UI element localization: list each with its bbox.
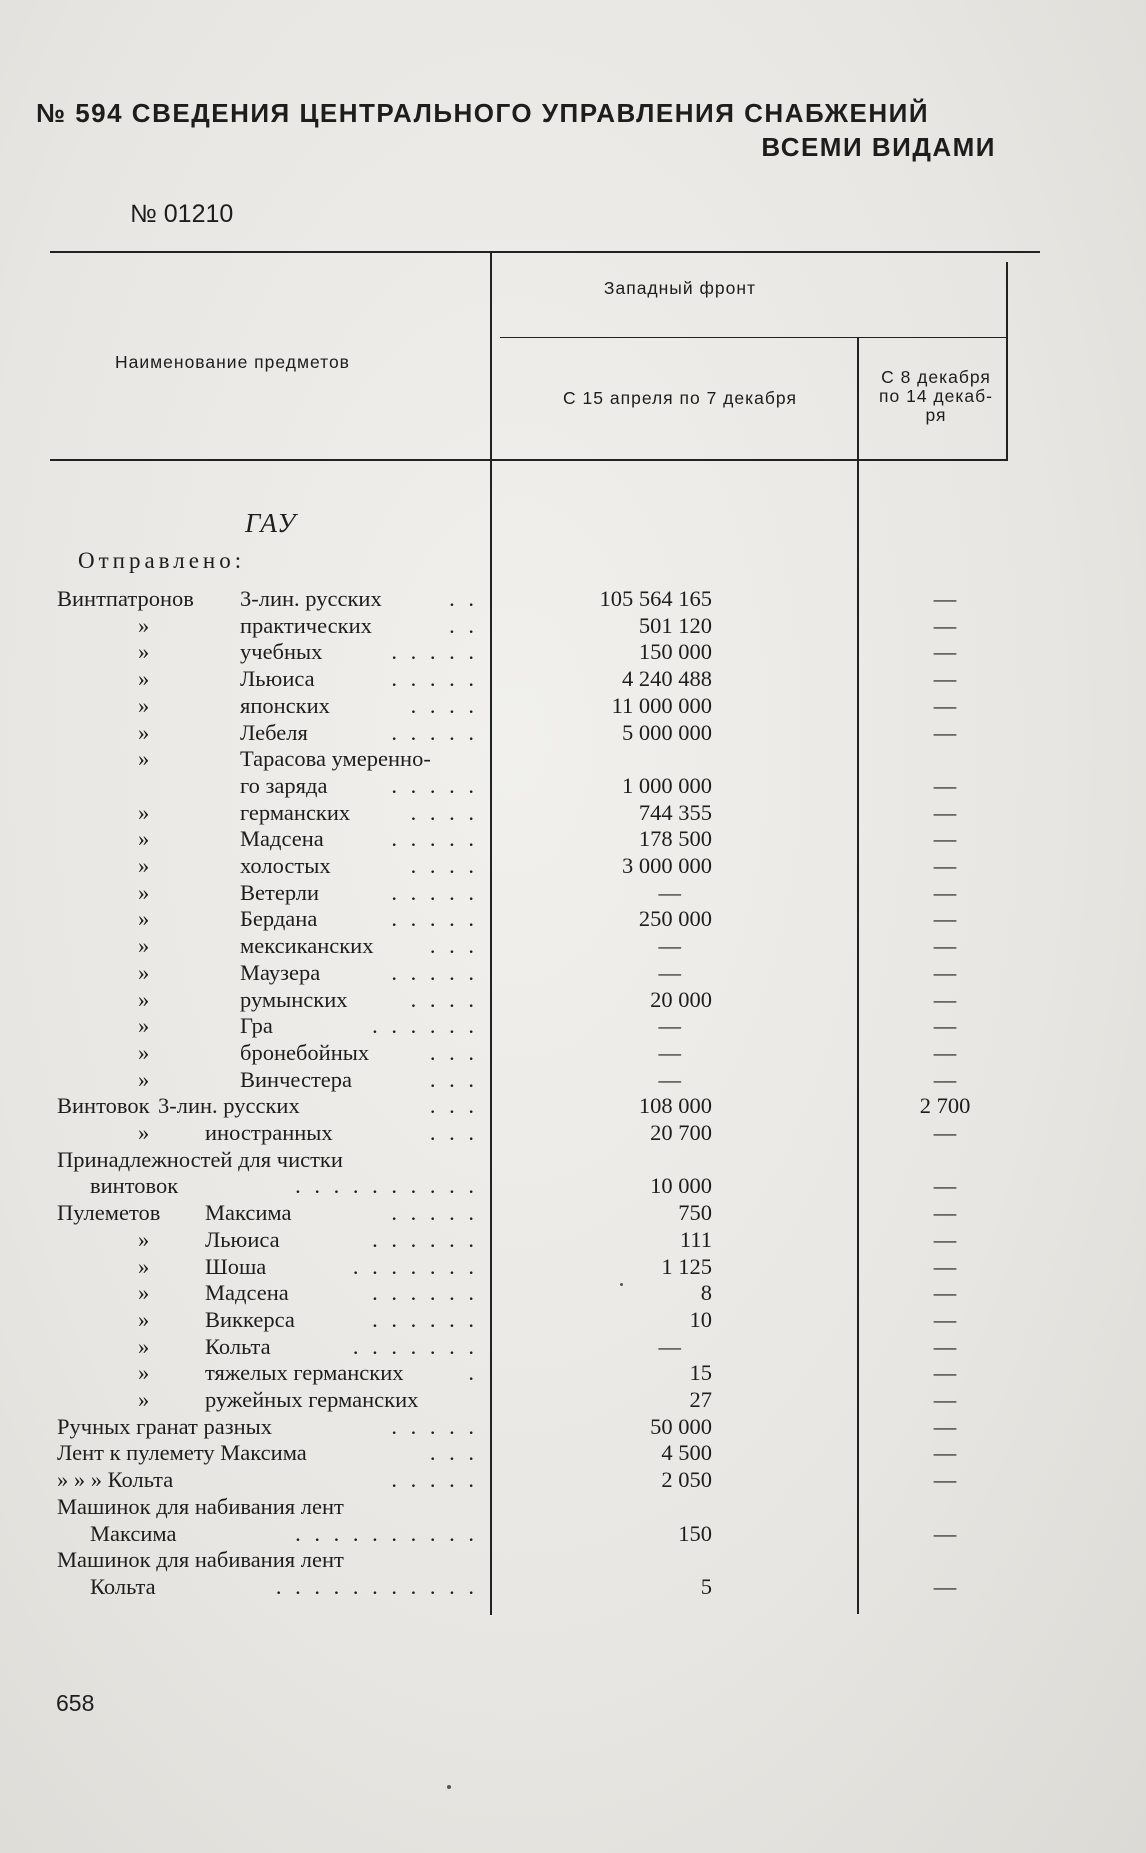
- row-prefix: Лент к пулемету Максима: [57, 1440, 307, 1466]
- row-leader-dots: . .: [449, 612, 478, 638]
- row-leader-dots: . . . . .: [391, 1413, 478, 1439]
- row-prefix: Винтовок: [57, 1093, 150, 1119]
- row-value-period2: —: [933, 639, 957, 665]
- row-leader-dots: . . . . .: [391, 772, 478, 798]
- subsection-heading: Отправлено:: [78, 548, 246, 573]
- row-leader-dots: . . . . .: [391, 719, 478, 745]
- row-value-period1: 5 000 000: [622, 719, 712, 745]
- row-value-period1: 250 000: [638, 906, 712, 932]
- column-header-period2-line2: по 14 декаб-: [879, 386, 993, 406]
- row-value-period2: —: [933, 1333, 957, 1359]
- row-label: тяжелых германских: [205, 1360, 404, 1386]
- row-leader-dots: . .: [449, 586, 478, 611]
- table-row: [0, 825, 1146, 852]
- row-leader-dots: . . . . . . . . . . .: [275, 1573, 478, 1599]
- row-label: Максима: [205, 1200, 292, 1226]
- row-value-period1: 27: [689, 1387, 712, 1412]
- row-value-period1: 2 050: [661, 1467, 712, 1493]
- row-leader-dots: . . . . . . .: [352, 1333, 478, 1359]
- row-value-period2: —: [933, 692, 957, 718]
- row-value-period1: 4 500: [661, 1440, 712, 1466]
- row-value-period2: —: [933, 1520, 957, 1546]
- row-value-period2: —: [933, 1253, 957, 1279]
- table-row: [0, 1359, 1146, 1386]
- table-row: [0, 986, 1146, 1013]
- row-value-period1: 178 500: [638, 826, 712, 852]
- table-row: [0, 1306, 1146, 1333]
- row-leader-dots: . . . . . .: [372, 1280, 478, 1306]
- row-value-period2: —: [933, 986, 957, 1012]
- table-row: [0, 745, 1146, 772]
- row-label: Бердана: [240, 906, 318, 932]
- row-value-period1: 10 000: [650, 1173, 712, 1199]
- print-speck: [620, 1283, 623, 1286]
- table-row: [0, 585, 1146, 612]
- table-row: [0, 638, 1146, 665]
- row-value-period1: 111: [679, 1226, 712, 1252]
- table-row: [0, 932, 1146, 959]
- row-value-period2: —: [933, 1306, 957, 1332]
- row-quote: »: [138, 612, 150, 638]
- row-value-period2: —: [933, 1467, 957, 1493]
- row-value-period1: 1 000 000: [622, 772, 712, 798]
- row-quote: »: [138, 1360, 150, 1386]
- row-value-period2: —: [933, 1200, 957, 1226]
- row-value-period1: 50 000: [650, 1413, 712, 1439]
- row-value-period1: 20 000: [650, 986, 712, 1012]
- row-label: Ветерли: [240, 879, 320, 905]
- row-label: Льюиса: [205, 1226, 280, 1252]
- row-value-period1: 1 125: [661, 1253, 712, 1279]
- row-value-period2: —: [933, 772, 957, 798]
- row-label: Мадсена: [205, 1280, 289, 1306]
- row-quote: »: [138, 1306, 150, 1332]
- row-prefix: » » » Кольта: [57, 1467, 174, 1493]
- row-label: учебных: [240, 639, 323, 665]
- table-row: [0, 1386, 1146, 1413]
- row-value-period2: —: [933, 1413, 957, 1439]
- front-subheader-rule: [500, 337, 1008, 338]
- row-value-period2: —: [933, 1066, 957, 1092]
- row-leader-dots: .: [468, 1360, 478, 1386]
- column-header-period2-line3: ря: [925, 405, 947, 425]
- row-label: Винчестера: [240, 1066, 352, 1092]
- row-label: Лебеля: [240, 719, 308, 745]
- table-row: [0, 1573, 1146, 1600]
- row-quote: »: [138, 799, 150, 825]
- row-value-period2: —: [933, 1573, 957, 1599]
- row-leader-dots: . . . . .: [391, 906, 478, 932]
- row-value-period2: —: [933, 1440, 957, 1466]
- row-value-period1: 150: [678, 1520, 712, 1546]
- table-row: [0, 1253, 1146, 1280]
- table-top-rule: [50, 251, 1040, 253]
- row-quote: »: [138, 1387, 150, 1412]
- row-label: 3-лин. русских: [158, 1093, 300, 1119]
- row-prefix: Винтпатронов: [57, 586, 194, 611]
- table-row: [0, 1520, 1146, 1547]
- column-header-period2: [862, 368, 1010, 425]
- row-leader-dots: . . .: [429, 933, 478, 959]
- col-divider-right: [1006, 262, 1008, 460]
- row-value-period1: 20 700: [650, 1120, 712, 1145]
- row-value-period2: —: [933, 1226, 957, 1252]
- table-row: [0, 1333, 1146, 1360]
- row-label: германских: [240, 799, 351, 825]
- row-value-period2: 2 700: [919, 1093, 971, 1119]
- row-label: румынских: [240, 986, 348, 1012]
- column-header-name: Наименование предметов: [115, 352, 350, 372]
- row-quote: »: [138, 826, 150, 852]
- table-row: [0, 1066, 1146, 1093]
- row-value-period2: —: [933, 1120, 957, 1145]
- row-leader-dots: . . . . .: [391, 959, 478, 985]
- row-value-period1: 4 240 488: [622, 666, 712, 692]
- row-value-period2: —: [933, 799, 957, 825]
- row-value-period1: —: [658, 933, 681, 959]
- table-row: [0, 1012, 1146, 1039]
- row-quote: »: [138, 666, 150, 692]
- row-label: Максима: [90, 1520, 177, 1546]
- row-value-period2: —: [933, 1013, 957, 1039]
- row-value-period1: —: [658, 879, 681, 905]
- row-quote: »: [138, 1280, 150, 1306]
- row-prefix: Пулеметов: [57, 1200, 161, 1226]
- row-value-period1: 501 120: [638, 612, 712, 638]
- row-quote: »: [138, 1333, 150, 1359]
- row-quote: »: [138, 1120, 150, 1145]
- row-quote: »: [138, 906, 150, 932]
- row-leader-dots: . . . . . . .: [352, 1253, 478, 1279]
- row-value-period2: —: [933, 906, 957, 932]
- row-quote: »: [138, 1013, 150, 1039]
- row-value-period1: 11 000 000: [611, 692, 712, 718]
- table-row: [0, 1439, 1146, 1466]
- table-row: [0, 1466, 1146, 1493]
- table-row: [0, 1039, 1146, 1066]
- table-row: [0, 665, 1146, 692]
- table-row: [0, 719, 1146, 746]
- row-label: Гра: [240, 1013, 273, 1039]
- row-leader-dots: . . .: [429, 1440, 478, 1466]
- row-leader-dots: . . .: [429, 1120, 478, 1145]
- row-value-period1: —: [658, 1066, 681, 1092]
- row-quote: »: [138, 692, 150, 718]
- row-leader-dots: . . .: [429, 1093, 478, 1119]
- row-quote: »: [138, 639, 150, 665]
- row-value-period1: 105 564 165: [599, 586, 712, 611]
- row-value-period2: —: [933, 1039, 957, 1065]
- row-value-period2: —: [933, 719, 957, 745]
- row-leader-dots: . . .: [429, 1066, 478, 1092]
- row-value-period1: 108 000: [638, 1093, 712, 1119]
- row-leader-dots: . . . . . .: [372, 1013, 478, 1039]
- row-leader-dots: . . . .: [410, 799, 478, 825]
- row-quote: »: [138, 853, 150, 878]
- table-row: [0, 879, 1146, 906]
- table-row: [0, 1226, 1146, 1253]
- row-value-period2: —: [933, 612, 957, 638]
- row-value-period2: —: [933, 1173, 957, 1199]
- row-label: Кольта: [205, 1333, 271, 1359]
- table-row: [0, 959, 1146, 986]
- page-number: 658: [56, 1690, 95, 1716]
- column-header-front: Западный фронт: [603, 278, 757, 298]
- row-value-period1: 10: [689, 1306, 712, 1332]
- column-header-period2-line1: С 8 декабря: [881, 367, 991, 387]
- row-prefix: Ручных гранат разных: [57, 1413, 273, 1439]
- row-value-period1: 8: [700, 1280, 712, 1306]
- row-value-period1: 15: [689, 1360, 712, 1386]
- row-value-period1: —: [658, 1333, 681, 1359]
- row-value-period2: —: [933, 586, 957, 611]
- row-label: холостых: [240, 853, 331, 878]
- row-label: го заряда: [240, 772, 328, 798]
- row-quote: »: [138, 719, 150, 745]
- row-quote: »: [138, 746, 150, 772]
- row-value-period1: —: [658, 959, 681, 985]
- row-leader-dots: . . .: [429, 1039, 478, 1065]
- row-leader-dots: . . . . . .: [372, 1306, 478, 1332]
- row-leader-dots: . . . . . . . . . .: [295, 1520, 478, 1546]
- row-leader-dots: . . . . .: [391, 639, 478, 665]
- row-value-period2: —: [933, 853, 957, 878]
- table-row: [0, 905, 1146, 932]
- table-row: [0, 1199, 1146, 1226]
- row-value-period1: 750: [678, 1200, 712, 1226]
- row-value-period1: 744 355: [638, 799, 712, 825]
- table-row: [0, 772, 1146, 799]
- table-row: [0, 1146, 1146, 1173]
- row-label: японских: [240, 692, 330, 718]
- row-quote: »: [138, 933, 150, 959]
- table-row: [0, 1119, 1146, 1146]
- row-value-period2: —: [933, 1360, 957, 1386]
- row-value-period2: —: [933, 879, 957, 905]
- table-row: [0, 799, 1146, 826]
- row-leader-dots: . . . . .: [391, 826, 478, 852]
- row-leader-dots: . . . . . . . . . .: [295, 1173, 478, 1199]
- row-value-period2: —: [933, 933, 957, 959]
- row-label: иностранных: [205, 1120, 333, 1145]
- table-row: [0, 852, 1146, 879]
- print-speck: [447, 1785, 451, 1789]
- table-row: [0, 1546, 1146, 1573]
- row-label: ружейных германских: [205, 1387, 419, 1412]
- row-value-period2: —: [933, 826, 957, 852]
- row-value-period2: —: [933, 666, 957, 692]
- row-leader-dots: . . . . .: [391, 666, 478, 692]
- table-row: [0, 1413, 1146, 1440]
- table-row: [0, 1172, 1146, 1199]
- row-label: бронебойных: [240, 1039, 370, 1065]
- table-row: [0, 1092, 1146, 1119]
- row-leader-dots: . . . .: [410, 692, 478, 718]
- row-value-period1: —: [658, 1013, 681, 1039]
- row-value-period1: 3 000 000: [622, 853, 712, 878]
- row-label: Виккерса: [205, 1306, 295, 1332]
- table-row: [0, 612, 1146, 639]
- document-title-line1: № 594 СВЕДЕНИЯ ЦЕНТРАЛЬНОГО УПРАВЛЕНИЯ СНАБЖЕНИЙ: [36, 98, 930, 128]
- row-leader-dots: . . . . .: [391, 1200, 478, 1226]
- row-label: мексиканских: [240, 933, 374, 959]
- row-value-period1: 5: [700, 1573, 712, 1599]
- row-leader-dots: . . . . . .: [372, 1226, 478, 1252]
- row-label: Маузера: [240, 959, 321, 985]
- row-value-period1: 150 000: [638, 639, 712, 665]
- row-prefix: Машинок для набивания лент: [57, 1493, 344, 1519]
- row-leader-dots: . . . .: [410, 986, 478, 1012]
- row-value-period2: —: [933, 1280, 957, 1306]
- row-label: Мадсена: [240, 826, 324, 852]
- row-label: практических: [240, 612, 372, 638]
- row-quote: »: [138, 879, 150, 905]
- table-row: [0, 1279, 1146, 1306]
- row-quote: »: [138, 1066, 150, 1092]
- section-heading: ГАУ: [245, 508, 298, 538]
- row-value-period2: —: [933, 1387, 957, 1412]
- table-row: [0, 1493, 1146, 1520]
- row-quote: »: [138, 1253, 150, 1279]
- row-prefix: Машинок для набивания лент: [57, 1547, 344, 1573]
- table-row: [0, 692, 1146, 719]
- row-leader-dots: . . . . .: [391, 1467, 478, 1493]
- row-prefix: Принадлежностей для чистки: [57, 1146, 343, 1172]
- row-value-period1: —: [658, 1039, 681, 1065]
- row-quote: »: [138, 1039, 150, 1065]
- row-label: Кольта: [90, 1573, 156, 1599]
- row-quote: »: [138, 959, 150, 985]
- column-header-period1: С 15 апреля по 7 декабря: [563, 388, 797, 408]
- row-leader-dots: . . . . .: [391, 879, 478, 905]
- row-label: Шоша: [205, 1253, 267, 1279]
- row-quote: »: [138, 1226, 150, 1252]
- row-label: Льюиса: [240, 666, 315, 692]
- row-label: винтовок: [90, 1173, 179, 1199]
- row-value-period2: —: [933, 959, 957, 985]
- document-title-line2: ВСЕМИ ВИДАМИ: [761, 132, 996, 162]
- header-bottom-rule: [50, 459, 1008, 461]
- row-quote: »: [138, 986, 150, 1012]
- document-number: № 01210: [130, 200, 234, 228]
- row-label: Тарасова умеренно-: [240, 746, 431, 772]
- row-label: 3-лин. русских: [240, 586, 382, 611]
- row-leader-dots: . . . .: [410, 853, 478, 878]
